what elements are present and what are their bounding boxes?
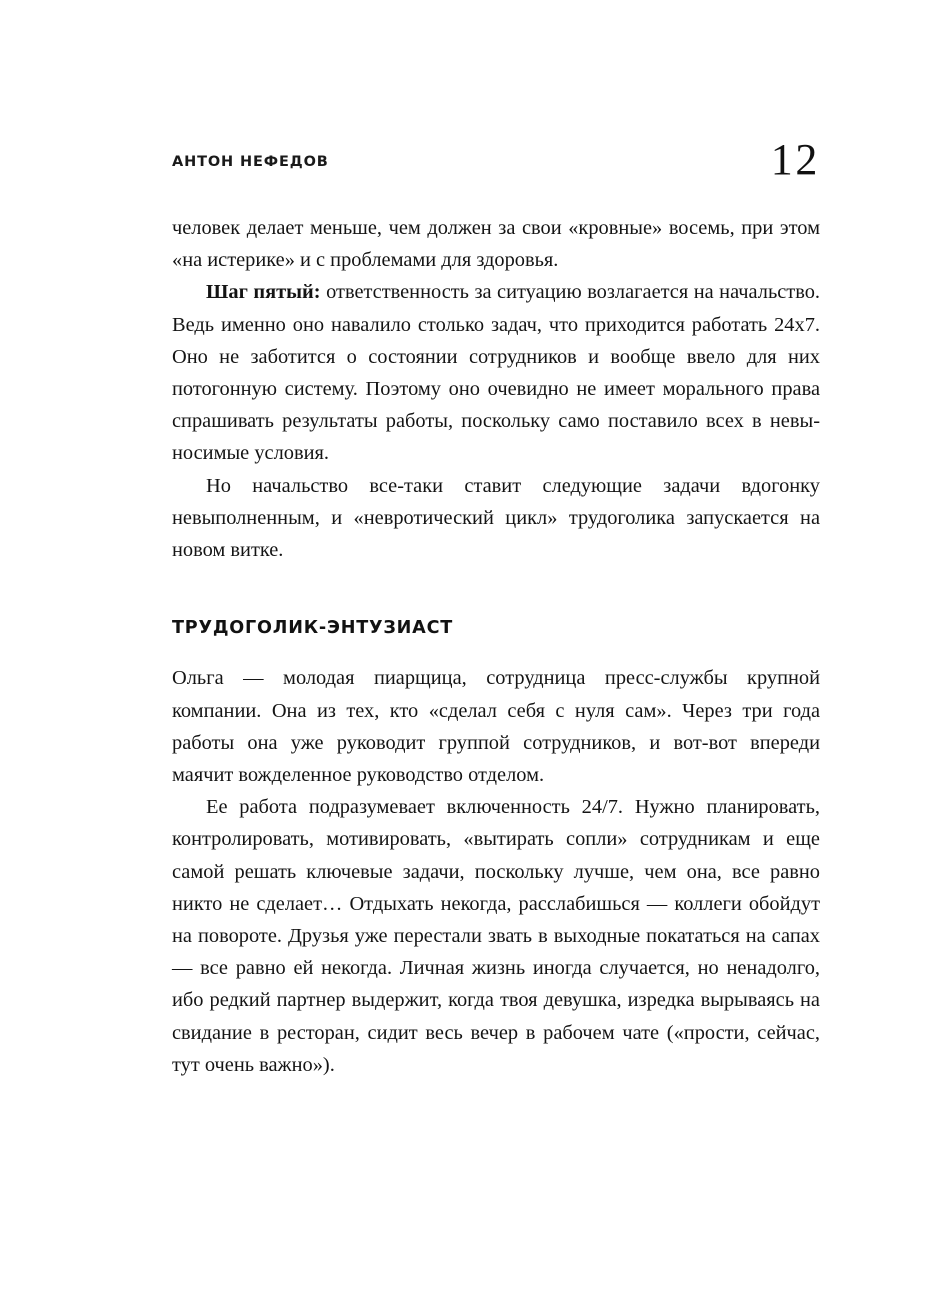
- paragraph-text: ответственность за ситуацию возлагается на начальство. Ведь именно оно навалило столько задач, что приходится работать 24х7. Оно не заботится о состоянии сотрудников и вообще ввело для них потогонную систему. Поэтому оно очевидно не имеет морального права спрашивать результаты работы, поскольку само поставило всех в невыносимые условия.: [172, 281, 821, 465]
- page-content: [172, 130, 820, 1081]
- running-head-author: АНТОН НЕФЕДОВ: [172, 154, 329, 170]
- body-text-block: [172, 212, 820, 1081]
- paragraph: Ольга — молодая пиарщица, сотрудница пресс-службы крупной компании. Она из тех, кто «сделал себя с нуля сам». Через три года работы она уже руководит группой сотрудников, и вот-вот впереди маячит вожделенное руководство отделом.: [172, 667, 820, 787]
- paragraph-lead-in: Шаг пятый:: [206, 281, 321, 304]
- running-head: [172, 130, 820, 190]
- paragraph: [172, 276, 820, 469]
- paragraph: Ее работа подразумевает включенность 24/7. Нужно планировать, контролировать, мотивировать, «вытирать сопли» сотрудникам и еще самой решать ключевые задачи, поскольку лучше, чем она, все равно никто не сделает… Отдыхать некогда, расслабишься — коллеги обойдут на повороте. Друзья уже перестали звать в выходные покататься на сапах — все равно ей некогда. Личная жизнь иногда случается, но ненадолго, ибо редкий партнер выдержит, когда твоя девушка, изредка вырываясь на свидание в ресторан, сидит весь вечер в рабочем чате («прости, сейчас, тут очень важно»).: [172, 796, 820, 1076]
- page-number: 12: [770, 135, 820, 184]
- section-heading: ТРУДОГОЛИК-ЭНТУЗИАСТ: [172, 618, 454, 639]
- paragraph: Но начальство все-таки ставит следующие задачи вдогонку невыполненным, и «невротический цикл» трудоголика запускается на новом витке.: [172, 474, 820, 562]
- paragraph: человек делает меньше, чем должен за свои «кровные» восемь, при этом «на истерике» и с проблемами для здоровья.: [172, 217, 820, 272]
